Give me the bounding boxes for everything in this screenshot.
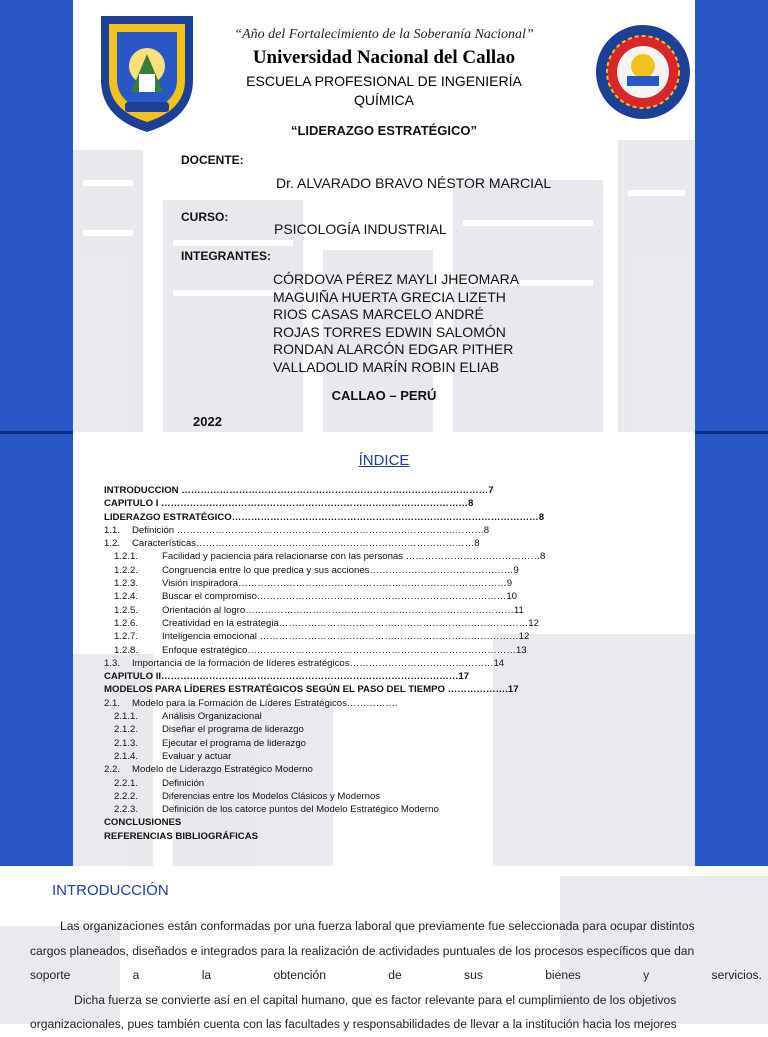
toc-entry[interactable]: 1.2.7. Inteligencia emocional ………………………………………………………………………12 [114,631,530,643]
toc-entry[interactable]: REFERENCIAS BIBLIOGRÁFICAS [104,830,259,842]
paragraph-line: Dicha fuerza se convierte así en el capital humano, que es factor relevante para el cumplimiento de los objetivos [74,992,677,1007]
school-name-line1: ESCUELA PROFESIONAL DE INGENIERÍA [246,73,522,89]
toc-entry[interactable]: CAPITULO I ……………………………………………………………………………………8 [104,498,474,510]
toc-entry[interactable]: CONCLUSIONES [104,817,182,829]
curso-label: CURSO: [181,210,229,224]
toc-entry[interactable]: MODELOS PARA LÍDERES ESTRATÉGICOS SEGÚN EL PASO DEL TIEMPO ……………….17 [104,684,519,696]
toc-entry[interactable]: 2.1.2. Diseñar el programa de liderazgo [114,724,304,736]
integrante: VALLADOLID MARÍN ROBIN ELIAB [273,358,500,375]
paragraph-line: Las organizaciones están conformadas por una fuerza laboral que previamente fue seleccionada para ocupar distintos [60,919,695,933]
docente-value: Dr. ALVARADO BRAVO NÉSTOR MARCIAL [276,175,552,191]
page-divider [0,431,73,434]
year: 2022 [193,414,222,429]
toc-entry[interactable]: 1.2. Características……………………………………………………………………………8 [104,538,480,550]
toc-entry[interactable]: 1.2.2. Congruencia entre lo que predica y sus acciones………………………………………9 [114,564,519,576]
docente-label: DOCENTE: [181,153,244,167]
toc-entry[interactable]: 1.2.6. Creatividad en la estrategia……………………………………………………………………12 [114,617,539,629]
integrante: CÓRDOVA PÉREZ MAYLI JHEOMARA [273,271,520,287]
toc-entry[interactable]: 2.2.1. Definición [114,777,205,789]
introduction-page [0,866,768,1032]
toc-entry[interactable]: INTRODUCCION ……………………………………………………………………………………7 [104,485,494,496]
curso-value: PSICOLOGÍA INDUSTRIAL [274,221,447,237]
integrante: RONDAN ALARCÓN EDGAR PITHER [273,341,514,357]
toc-entry[interactable]: 2.2. Modelo de Liderazgo Estratégico Moderno [104,764,313,776]
integrante: ROJAS TORRES EDWIN SALOMÓN [273,323,506,340]
toc-entry[interactable]: 2.1.3. Ejecutar el programa de liderazgo [114,737,306,749]
toc-entry[interactable]: 1.2.5. Orientación al logro…………………………………………………………………………11 [114,604,524,616]
toc-entry[interactable]: 2.2.3. Definición de los catorce puntos del Modelo Estratégico Moderno [114,804,439,816]
integrantes-list [273,271,519,376]
paragraph-line: soporte a la obtención de sus bienes y servicios. [30,968,762,983]
toc-entry[interactable]: 1.2.8. Enfoque estratégico…………………………………………………………………………13 [114,644,527,656]
index-title: ÍNDICE [358,452,410,469]
toc-entry[interactable]: 2.1. Modelo para la Formación de Líderes Estratégicos……………. [104,697,398,709]
table-of-contents [104,484,584,843]
introduction-heading: INTRODUCCIÓN [52,882,169,899]
left-blue-border [0,0,73,866]
index-page [73,434,695,866]
motto: “Año del Fortalecimiento de la Soberanía Nacional” [234,27,534,42]
toc-entry[interactable]: 1.3. Importancia de la formación de líderes estratégicos………………………………………14 [104,657,505,669]
toc-entry[interactable]: 1.2.3. Visión inspiradora…………………………………………………………………………9 [114,578,513,590]
toc-entry[interactable]: 2.1.4. Evaluar y actuar [114,750,232,762]
toc-entry[interactable]: CAPITULO II…………………………………………………………………………………17 [104,671,470,683]
university-name: Universidad Nacional del Callao [252,47,516,68]
toc-entry[interactable]: 1.2.1. Facilidad y paciencia para relacionarse con las personas ……………………………………8 [114,551,546,563]
paragraph-line: cargos planeados, diseñados e integrados para la realización de actividades puntuales de los procesos específicos que dan [30,943,695,958]
toc-entry[interactable]: 1.1. Definición ……………………………………………………………………………………8 [104,524,490,536]
city: CALLAO – PERÚ [331,388,437,403]
integrantes-label: INTEGRANTES: [181,249,271,263]
integrante: RIOS CASAS MARCELO ANDRÉ [273,306,484,322]
school-name-line2: QUÍMICA [354,92,414,108]
integrante: MAGUIÑA HUERTA GRECIA LIZETH [273,288,506,305]
cover-page [73,0,695,432]
right-blue-border [695,0,768,866]
page-divider [695,431,768,434]
toc-entry[interactable]: LIDERAZGO ESTRATÉGICO……………………………………………………………………………………8 [104,511,545,523]
paragraph-line: organizacionales, pues también cuenta con las facultades y responsabilidades de llevar a la institución hacia los mejores [30,1017,677,1032]
toc-entry[interactable]: 1.2.4. Buscar el compromiso……………………………………………………………………10 [114,591,518,603]
introduction-paragraph [30,914,762,1037]
toc-entry[interactable]: 2.2.2. Diferencias entre los Modelos Clásicos y Modernos [114,790,381,802]
document-title: “LIDERAZGO ESTRATÉGICO” [290,123,478,138]
toc-entry[interactable]: 2.1.1. Análisis Organizacional [114,711,262,723]
